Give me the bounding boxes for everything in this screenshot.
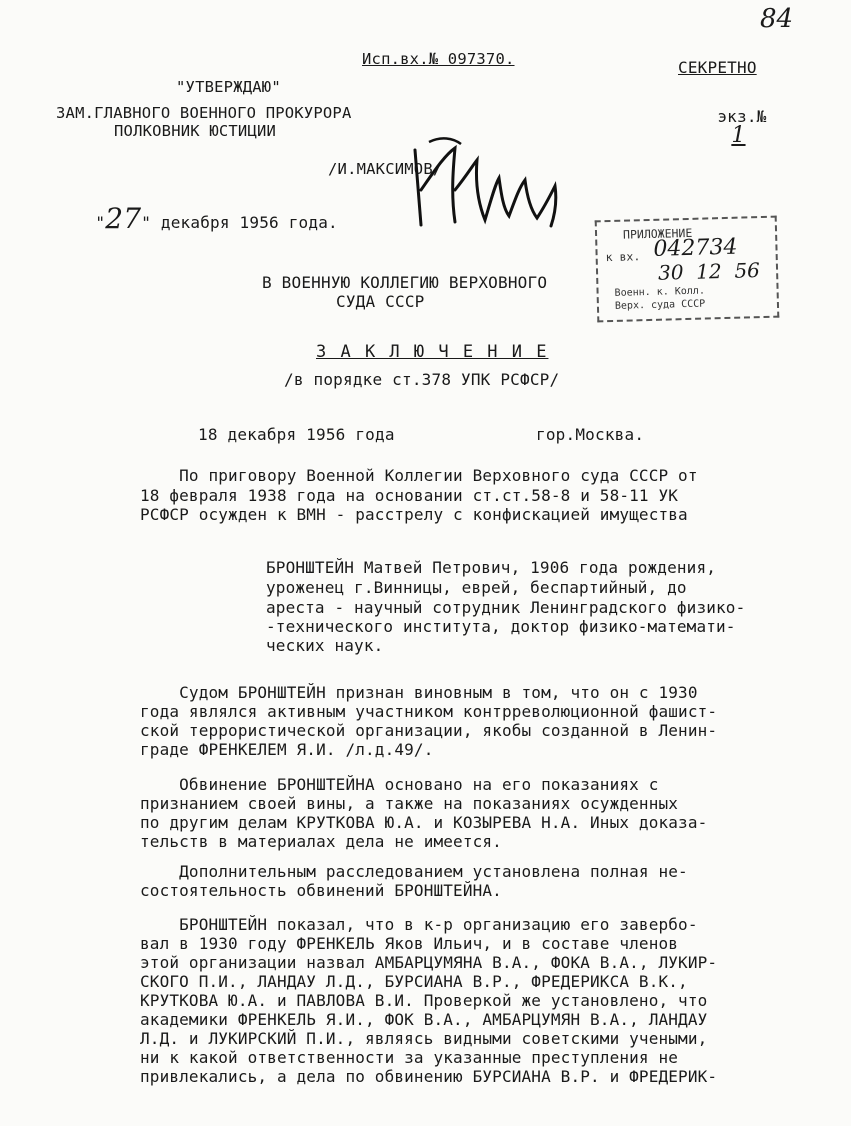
- approval-date-day: 27: [105, 202, 142, 235]
- text-line: тельств в материалах дела не имеется.: [140, 832, 502, 851]
- text-line: вал в 1930 году ФРЕНКЕЛЬ Яков Ильич, и в составе членов: [140, 934, 679, 953]
- approval-heading: "УТВЕРЖДАЮ": [176, 78, 281, 96]
- text-line: признанием своей вины, а также на показаниях осужденных: [140, 794, 679, 813]
- text-line: По приговору Военной Коллегии Верховного суда СССР от: [140, 466, 698, 485]
- text-line: года являлся активным участником контрреволюционной фашист-: [140, 702, 718, 721]
- addressee-line1: В ВОЕННУЮ КОЛЛЕГИЮ ВЕРХОВНОГО: [262, 273, 548, 292]
- copy-number-label: [678, 88, 767, 165]
- text-line: по другим делам КРУТКОВА Ю.А. и КОЗЫРЕВА Н.А. Иных доказа-: [140, 813, 708, 832]
- text-line: Обвинение БРОНШТЕЙНА основано на его показаниях с: [140, 775, 659, 794]
- text-line: этой организации назвал АМБАРЦУМЯНА В.А., ФОКА В.А., ЛУКИР-: [140, 953, 718, 972]
- text-line: СКОГО П.И., ЛАНДАУ Л.Д., БУРСИАНА В.Р., ФРЕДЕРИКСА В.К.,: [140, 972, 688, 991]
- stamp-line2-value: 042734: [653, 234, 738, 262]
- text-line: граде ФРЕНКЕЛЕМ Я.И. /л.д.49/.: [140, 740, 434, 759]
- text-line: ческих наук.: [266, 636, 384, 655]
- approver-name: /И.МАКСИМОВ/: [328, 160, 443, 178]
- text-line: академики ФРЕНКЕЛЬ Я.И., ФОК В.А., АМБАРЦУМЯН В.А., ЛАНДАУ: [140, 1010, 708, 1029]
- incoming-reference: Исп.вх.№ 097370.: [362, 50, 515, 68]
- copy-label: экз.№: [717, 107, 767, 126]
- receipt-stamp: [595, 216, 780, 323]
- approval-date: [56, 190, 338, 251]
- text-line: привлекались, а дела по обвинению БУРСИАНА В.Р. и ФРЕДЕРИК-: [140, 1067, 718, 1086]
- text-line: ской террористической организации, якобы созданной в Ленин-: [140, 721, 718, 740]
- document-place: гор.Москва.: [536, 425, 645, 444]
- approval-position-line1: ЗАМ.ГЛАВНОГО ВОЕННОГО ПРОКУРОРА: [56, 104, 352, 122]
- approval-position-line2: ПОЛКОВНИК ЮСТИЦИИ: [114, 122, 277, 140]
- addressee-line2: СУДА СССР: [336, 292, 425, 311]
- text-line: КРУТКОВА Ю.А. и ПАВЛОВА В.И. Проверкой же установлено, что: [140, 991, 708, 1010]
- text-line: БРОНШТЕЙН Матвей Петрович, 1906 года рождения,: [266, 558, 717, 577]
- stamp-line2-label: к вх.: [605, 249, 641, 265]
- classification-label: СЕКРЕТНО: [678, 58, 757, 77]
- signature: [395, 92, 575, 278]
- text-line: уроженец г.Винницы, еврей, беспартийный, до: [266, 578, 687, 597]
- document-title: З А К Л Ю Ч Е Н И Е: [316, 342, 549, 362]
- text-line: Судом БРОНШТЕЙН признан виновным в том, что он с 1930: [140, 683, 698, 702]
- approval-date-rest: " декабря 1956 года.: [141, 213, 338, 232]
- text-line: РСФСР осужден к ВМН - расстрелу с конфискацией имущества: [140, 505, 688, 524]
- stamp-line3-value: 30 12 56: [657, 258, 761, 285]
- text-line: 18 февраля 1938 года на основании ст.ст.58-8 и 58-11 УК: [140, 486, 679, 505]
- copy-number: 1: [731, 123, 746, 148]
- text-line: Дополнительным расследованием установлена полная не-: [140, 862, 688, 881]
- stamp-line4: Военн. к. Колл.: [614, 285, 706, 299]
- text-line: -технического института, доктор физико-математи-: [266, 617, 736, 636]
- document-subtitle: /в порядке ст.378 УПК РСФСР/: [284, 370, 560, 389]
- text-line: БРОНШТЕЙН показал, что в к-р организацию его завербо-: [140, 915, 698, 934]
- document-date: 18 декабря 1956 года: [198, 425, 395, 444]
- text-line: Л.Д. и ЛУКИРСКИЙ П.И., являясь видными советскими учеными,: [140, 1029, 708, 1048]
- text-line: ни к какой ответственности за указанные преступления не: [140, 1048, 679, 1067]
- text-line: ареста - научный сотрудник Ленинградского физико-: [266, 598, 746, 617]
- page-number: 84: [760, 4, 794, 34]
- stamp-line5: Верх. суда СССР: [614, 298, 706, 312]
- text-line: состоятельность обвинений БРОНШТЕЙНА.: [140, 881, 502, 900]
- date-quote-open: ": [95, 213, 106, 232]
- stamp-line1: ПРИЛОЖЕНИЕ: [622, 225, 693, 242]
